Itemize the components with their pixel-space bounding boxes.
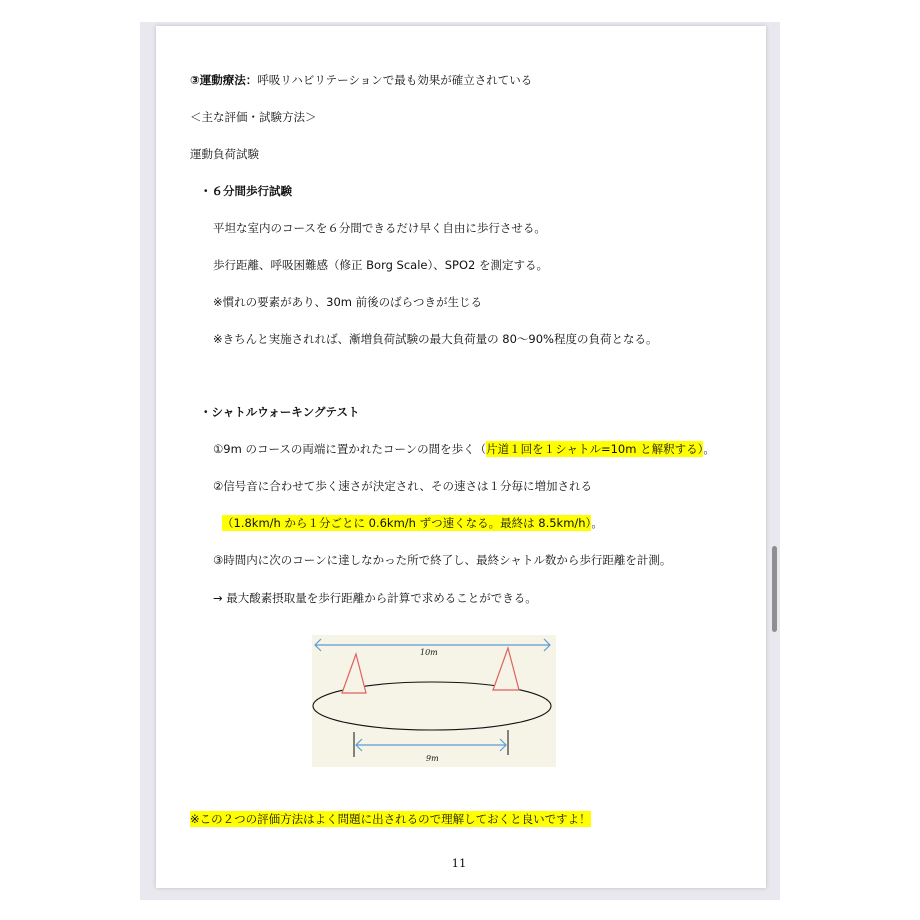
shuttle-walk-title: ・シャトルウォーキングテスト [200,405,360,419]
page-number: 11 [451,856,467,870]
six-minute-line-4: ※きちんと実施されれば、漸増負荷試験の最大負荷量の 80～90%程度の負荷となる。 [213,332,658,346]
shuttle-course-drawing [312,635,556,767]
six-minute-line-2: 歩行距離、呼吸困難感（修正 Borg Scale）、SPO2 を測定する。 [213,258,549,272]
shuttle-line-2: ②信号音に合わせて歩く速さが決定され、その速さは１分毎に増加される [213,479,592,493]
shuttle-line-1-end: 。 [703,442,715,456]
left-cone [342,654,366,693]
exercise-therapy-text: 呼吸リハビリテーションで最も効果が確立されている [257,73,533,87]
six-minute-line-1: 平坦な室内のコースを６分間できるだけ早く自由に歩行させる。 [213,221,546,235]
shuttle-line-1-highlight: 片道１回を１シャトル=10m と解釈する） [486,442,704,456]
exercise-therapy-label: ③運動療法： [190,73,258,87]
summary-note-highlight: ※この２つの評価方法はよく問題に出されるので理解しておくと良いですよ！ [190,812,591,826]
right-cone [493,648,519,690]
methods-heading: ＜主な評価・試験方法＞ [190,110,317,124]
shuttle-line-3 [222,515,603,531]
shuttle-line-5: → 最大酸素摂取量を歩行距離から計算で求めることができる。 [213,591,537,605]
shuttle-line-3-highlight: （1.8km/h から１分ごとに 0.6km/h ずつ速くなる。最終は 8.5km/h） [222,516,592,530]
six-minute-line-3: ※慣れの要素があり、30m 前後のばらつきが生じる [213,295,483,309]
load-test-heading: 運動負荷試験 [190,147,259,161]
shuttle-line-1-text: ①9m のコースの両端に置かれたコーンの間を歩く（ [213,442,487,456]
six-minute-walk-title: ・６分間歩行試験 [200,184,292,198]
bottom-distance-label: 9m [426,754,439,763]
shuttle-line-4: ③時間内に次のコーンに達しなかった所で終了し、最終シャトル数から歩行距離を計測。 [213,553,672,567]
vertical-scrollbar[interactable] [768,26,780,888]
exercise-therapy-line [190,72,532,88]
vertical-scrollbar-thumb[interactable] [772,546,777,632]
top-distance-label: 10m [420,648,438,657]
shuttle-course-figure [312,635,556,767]
shuttle-line-1 [213,441,715,457]
summary-note [190,811,591,827]
shuttle-line-3-end: 。 [591,516,603,530]
